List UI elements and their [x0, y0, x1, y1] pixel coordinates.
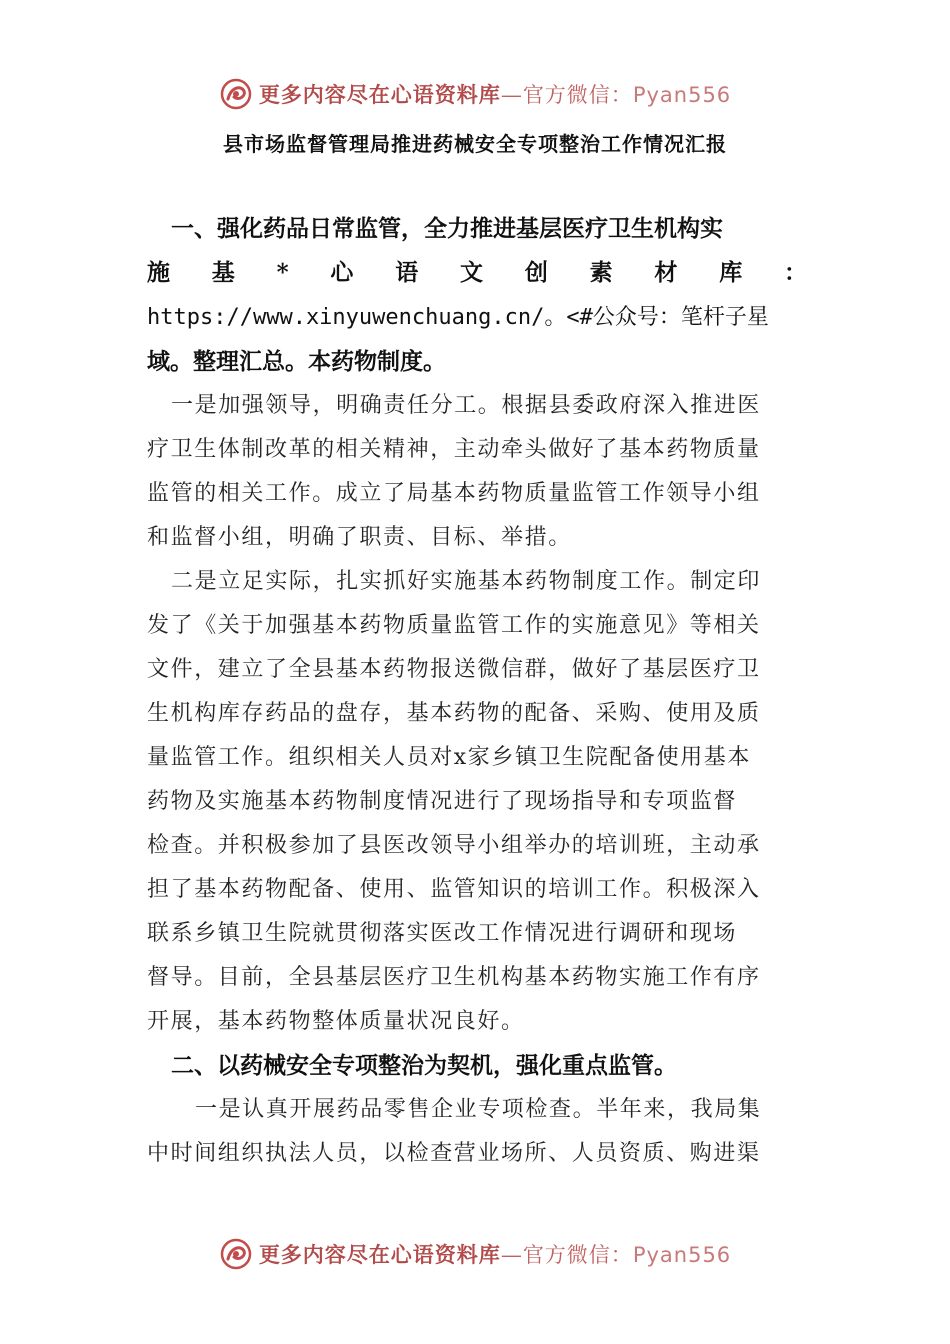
paragraph-2: 二是立足实际，扎实抓好实施基本药物制度工作。制定印 发了《关于加强基本药物质量监管工作的实施意见》等相关 文件，建立了全县基本药物报送微信群，做好了基层医疗卫 生机构库存药品的盘存，基本药物的配备、采购、使用及质 量监管工作。组织相关人员对x家乡镇卫生院配备使用基本 药物及实施基本药物制度情况进行了现场指导和专项监督 检查。并积极参加了县医改领导小组举办的培训班，主动承 担了基本药物配备、使用、监管知识的培训工作。积极深入 联系乡镇卫生院就贯彻落实医改工作情况进行调研和现场 督导。目前，全县基层医疗卫生机构基本药物实施工作有序 开展，基本药物整体质量状况良好。 [147, 569, 762, 1034]
section1-heading-url-line: https://www.xinyuwenchuang.cn/。<#公众号：笔杆子星 [147, 305, 769, 330]
red-swirl-logo-icon [219, 1237, 253, 1271]
section1-heading-line1: 一、强化药品日常监管，全力推进基层医疗卫生机构实 [171, 215, 723, 242]
document-title: 县市场监督管理局推进药械安全专项整治工作情况汇报 [223, 132, 727, 156]
red-swirl-logo-icon [219, 77, 253, 111]
document-body [147, 207, 807, 1176]
section1-heading-spread-line: 施 基 * 心 语 文 创 素 材 库 ： [147, 259, 807, 286]
watermark-text: 更多内容尽在心语资料库—官方微信：Pyan556 [258, 1242, 732, 1267]
watermark-banner-bottom [0, 1232, 950, 1276]
section2-heading: 二、以药械安全专项整治为契机，强化重点监管。 [171, 1052, 677, 1079]
watermark-banner-top [0, 72, 950, 116]
paragraph-3: 一是认真开展药品零售企业专项检查。半年来，我局集 中时间组织执法人员，以检查营业场所、人员资质、购进渠 [147, 1097, 762, 1166]
watermark-text: 更多内容尽在心语资料库—官方微信：Pyan556 [258, 82, 732, 107]
paragraph-1: 一是加强领导，明确责任分工。根据县委政府深入推进医 疗卫生体制改革的相关精神，主动牵头做好了基本药物质量 监管的相关工作。成立了局基本药物质量监管工作领导小组 和监督小组，明确了职责、目标、举措。 [147, 393, 762, 550]
section1-heading-line4: 域。整理汇总。本药物制度。 [147, 348, 446, 375]
